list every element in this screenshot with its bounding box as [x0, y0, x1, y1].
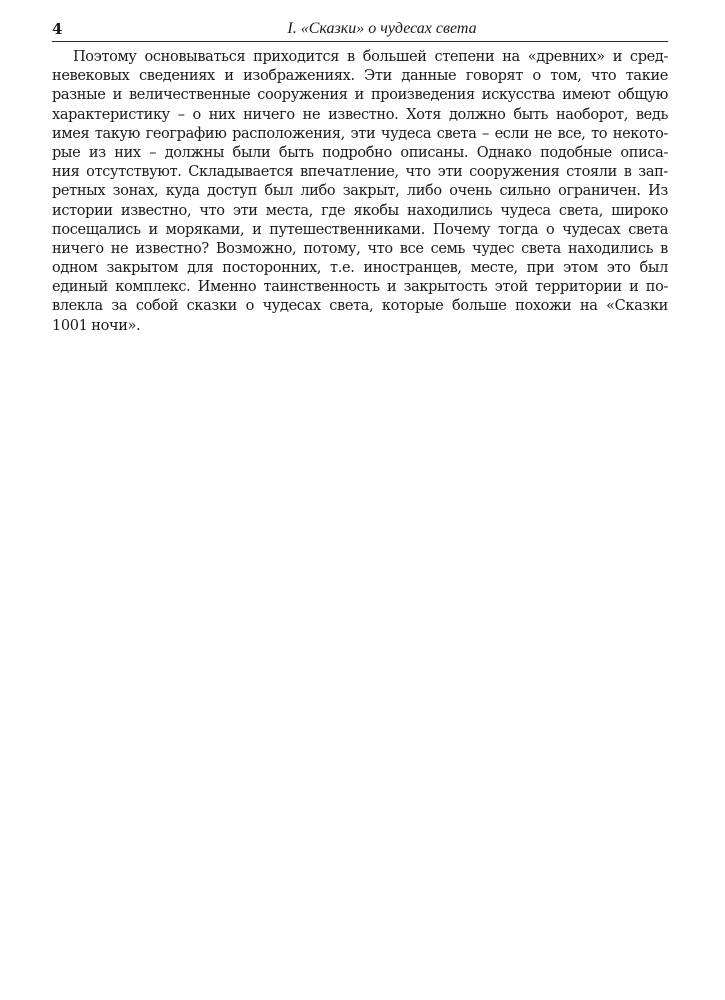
text-line: невековых сведениях и изображениях. Эти данные говорят о том, что такие: [52, 68, 668, 85]
text-line: единый комплекс. Именно таинственность и закрытость этой территории и по-: [52, 279, 668, 296]
text-line: 1001 ночи».: [52, 317, 141, 334]
text-line: ничего не известно? Возможно, потому, что все семь чудес света находились в: [52, 240, 668, 257]
text-line: одном закрытом для посторонних, т.е. иностранцев, месте, при этом это был: [52, 260, 668, 277]
running-head: [52, 20, 668, 42]
text-line: рые из них – должны были быть подробно описаны. Однако подобные описа-: [52, 144, 668, 161]
text-line: разные и величественные сооружения и произведения искусства имеют общую: [52, 87, 668, 104]
text-line: ния отсутствуют. Складывается впечатление, что эти сооружения стояли в зап-: [52, 164, 668, 181]
page-number: 4: [52, 20, 63, 38]
body-paragraph: [52, 48, 668, 336]
text-line: истории известно, что эти места, где якобы находились чудеса света, широко: [52, 202, 668, 219]
text-line: ретных зонах, куда доступ был либо закрыт, либо очень сильно ограничен. Из: [52, 183, 668, 200]
text-line: характеристику – о них ничего не известно. Хотя должно быть наоборот, ведь: [52, 106, 668, 123]
text-line: влекла за собой сказки о чудесах света, которые больше похожи на «Сказки: [52, 298, 668, 315]
running-title: I. «Сказки» о чудесах света: [287, 20, 477, 37]
text-line: Поэтому основываться приходится в большей степени на «древних» и сред-: [73, 49, 668, 65]
text-line: посещались и моряками, и путешественниками. Почему тогда о чудесах света: [52, 221, 668, 238]
text-line: имея такую географию расположения, эти чудеса света – если не все, то некото-: [52, 125, 668, 142]
